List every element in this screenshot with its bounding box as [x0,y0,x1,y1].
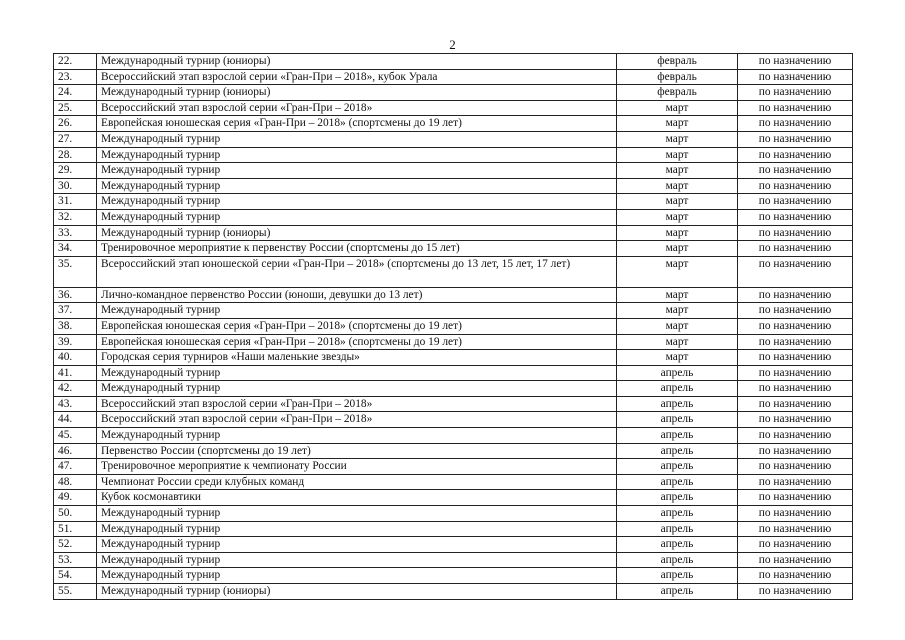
event-note: по назначению [738,131,853,147]
event-month: март [617,116,738,132]
event-month: апрель [617,365,738,381]
event-note: по назначению [738,209,853,225]
event-month: апрель [617,584,738,600]
table-row [54,209,853,225]
event-note: по назначению [738,443,853,459]
event-month: март [617,178,738,194]
event-name: Международный турнир [97,194,617,210]
event-note: по назначению [738,194,853,210]
event-month: февраль [617,85,738,101]
event-name: Европейская юношеская серия «Гран-При – 2018» (спортсмены до 19 лет) [97,318,617,334]
event-name: Международный турнир [97,163,617,179]
event-month: март [617,100,738,116]
event-name: Лично-командное первенство России (юноши, девушки до 13 лет) [97,287,617,303]
row-number: 54. [54,568,97,584]
event-note: по назначению [738,506,853,522]
table-row [54,100,853,116]
row-number: 41. [54,365,97,381]
event-month: апрель [617,521,738,537]
event-name: Международный турнир [97,365,617,381]
event-month: апрель [617,428,738,444]
row-number: 50. [54,506,97,522]
event-name: Всероссийский этап взрослой серии «Гран-При – 2018» [97,100,617,116]
row-number: 46. [54,443,97,459]
event-name: Тренировочное мероприятие к первенству России (спортсмены до 15 лет) [97,241,617,257]
row-number: 37. [54,303,97,319]
event-month: март [617,147,738,163]
event-month: март [617,225,738,241]
event-name: Всероссийский этап взрослой серии «Гран-При – 2018» [97,412,617,428]
event-note: по назначению [738,147,853,163]
event-name: Международный турнир [97,209,617,225]
event-month: март [617,303,738,319]
event-name: Международный турнир [97,537,617,553]
row-number: 45. [54,428,97,444]
event-month: апрель [617,552,738,568]
table-row [54,194,853,210]
event-month: апрель [617,412,738,428]
event-note: по назначению [738,412,853,428]
event-name: Чемпионат России среди клубных команд [97,474,617,490]
event-note: по назначению [738,490,853,506]
event-name: Европейская юношеская серия «Гран-При – 2018» (спортсмены до 19 лет) [97,334,617,350]
event-note: по назначению [738,178,853,194]
row-number: 38. [54,318,97,334]
row-number: 42. [54,381,97,397]
event-name: Всероссийский этап юношеской серии «Гран-При – 2018» (спортсмены до 13 лет, 15 лет, 17 лет) [97,256,617,287]
table-row [54,412,853,428]
row-number: 29. [54,163,97,179]
event-note: по назначению [738,381,853,397]
row-number: 27. [54,131,97,147]
table-row [54,350,853,366]
event-month: апрель [617,506,738,522]
event-note: по назначению [738,303,853,319]
event-note: по назначению [738,54,853,70]
row-number: 52. [54,537,97,553]
event-name: Первенство России (спортсмены до 19 лет) [97,443,617,459]
event-name: Международный турнир [97,178,617,194]
row-number: 28. [54,147,97,163]
event-note: по назначению [738,396,853,412]
row-number: 49. [54,490,97,506]
table-row [54,428,853,444]
row-number: 26. [54,116,97,132]
event-note: по назначению [738,163,853,179]
event-month: февраль [617,69,738,85]
table-row [54,506,853,522]
event-month: март [617,194,738,210]
table-row [54,490,853,506]
event-note: по назначению [738,428,853,444]
table-row [54,537,853,553]
event-name: Международный турнир [97,381,617,397]
event-note: по назначению [738,552,853,568]
row-number: 55. [54,584,97,600]
table-row [54,241,853,257]
table-row [54,381,853,397]
event-name: Всероссийский этап взрослой серии «Гран-При – 2018» [97,396,617,412]
event-note: по назначению [738,85,853,101]
event-month: апрель [617,459,738,475]
table-row [54,178,853,194]
row-number: 51. [54,521,97,537]
row-number: 25. [54,100,97,116]
event-name: Международный турнир [97,147,617,163]
event-note: по назначению [738,584,853,600]
event-month: февраль [617,54,738,70]
event-month: март [617,256,738,287]
event-name: Европейская юношеская серия «Гран-При – 2018» (спортсмены до 19 лет) [97,116,617,132]
event-name: Международный турнир [97,568,617,584]
event-name: Международный турнир [97,303,617,319]
event-month: март [617,287,738,303]
page-number: 2 [449,37,456,52]
table-row [54,459,853,475]
event-name: Международный турнир (юниоры) [97,584,617,600]
row-number: 44. [54,412,97,428]
event-month: март [617,350,738,366]
event-month: апрель [617,381,738,397]
event-note: по назначению [738,69,853,85]
event-name: Международный турнир [97,506,617,522]
row-number: 47. [54,459,97,475]
event-name: Кубок космонавтики [97,490,617,506]
row-number: 34. [54,241,97,257]
event-note: по назначению [738,241,853,257]
event-name: Международный турнир (юниоры) [97,54,617,70]
event-month: апрель [617,537,738,553]
table-row [54,474,853,490]
event-note: по назначению [738,365,853,381]
row-number: 24. [54,85,97,101]
event-note: по назначению [738,334,853,350]
row-number: 33. [54,225,97,241]
event-note: по назначению [738,225,853,241]
table-row [54,256,853,287]
event-note: по назначению [738,287,853,303]
event-name: Городская серия турниров «Наши маленькие звезды» [97,350,617,366]
table-row [54,521,853,537]
event-note: по назначению [738,100,853,116]
table-row [54,287,853,303]
event-month: апрель [617,490,738,506]
event-month: март [617,131,738,147]
event-name: Международный турнир [97,552,617,568]
row-number: 22. [54,54,97,70]
event-name: Международный турнир [97,521,617,537]
event-month: март [617,209,738,225]
row-number: 39. [54,334,97,350]
table-row [54,365,853,381]
event-month: апрель [617,443,738,459]
table-row [54,69,853,85]
event-note: по назначению [738,318,853,334]
table-row [54,396,853,412]
event-name: Всероссийский этап взрослой серии «Гран-При – 2018», кубок Урала [97,69,617,85]
row-number: 36. [54,287,97,303]
event-note: по назначению [738,459,853,475]
row-number: 30. [54,178,97,194]
row-number: 35. [54,256,97,287]
event-note: по назначению [738,474,853,490]
table-row [54,303,853,319]
event-month: апрель [617,396,738,412]
table-row [54,163,853,179]
event-month: март [617,241,738,257]
event-note: по назначению [738,350,853,366]
table-row [54,552,853,568]
event-name: Международный турнир [97,428,617,444]
event-month: март [617,318,738,334]
table-row [54,85,853,101]
row-number: 48. [54,474,97,490]
table-row [54,568,853,584]
table-row [54,147,853,163]
table-row [54,584,853,600]
event-name: Международный турнир (юниоры) [97,85,617,101]
table-row [54,443,853,459]
event-month: апрель [617,568,738,584]
table-row [54,54,853,70]
event-month: март [617,334,738,350]
event-note: по назначению [738,521,853,537]
row-number: 53. [54,552,97,568]
event-name: Международный турнир [97,131,617,147]
event-month: март [617,163,738,179]
event-name: Международный турнир (юниоры) [97,225,617,241]
row-number: 23. [54,69,97,85]
row-number: 40. [54,350,97,366]
events-table-body [54,54,853,600]
table-row [54,116,853,132]
event-note: по назначению [738,568,853,584]
table-row [54,318,853,334]
event-note: по назначению [738,116,853,132]
table-row [54,131,853,147]
row-number: 31. [54,194,97,210]
event-note: по назначению [738,256,853,287]
table-row [54,334,853,350]
event-note: по назначению [738,537,853,553]
events-table [53,53,853,600]
event-month: апрель [617,474,738,490]
event-name: Тренировочное мероприятие к чемпионату России [97,459,617,475]
row-number: 32. [54,209,97,225]
table-row [54,225,853,241]
row-number: 43. [54,396,97,412]
